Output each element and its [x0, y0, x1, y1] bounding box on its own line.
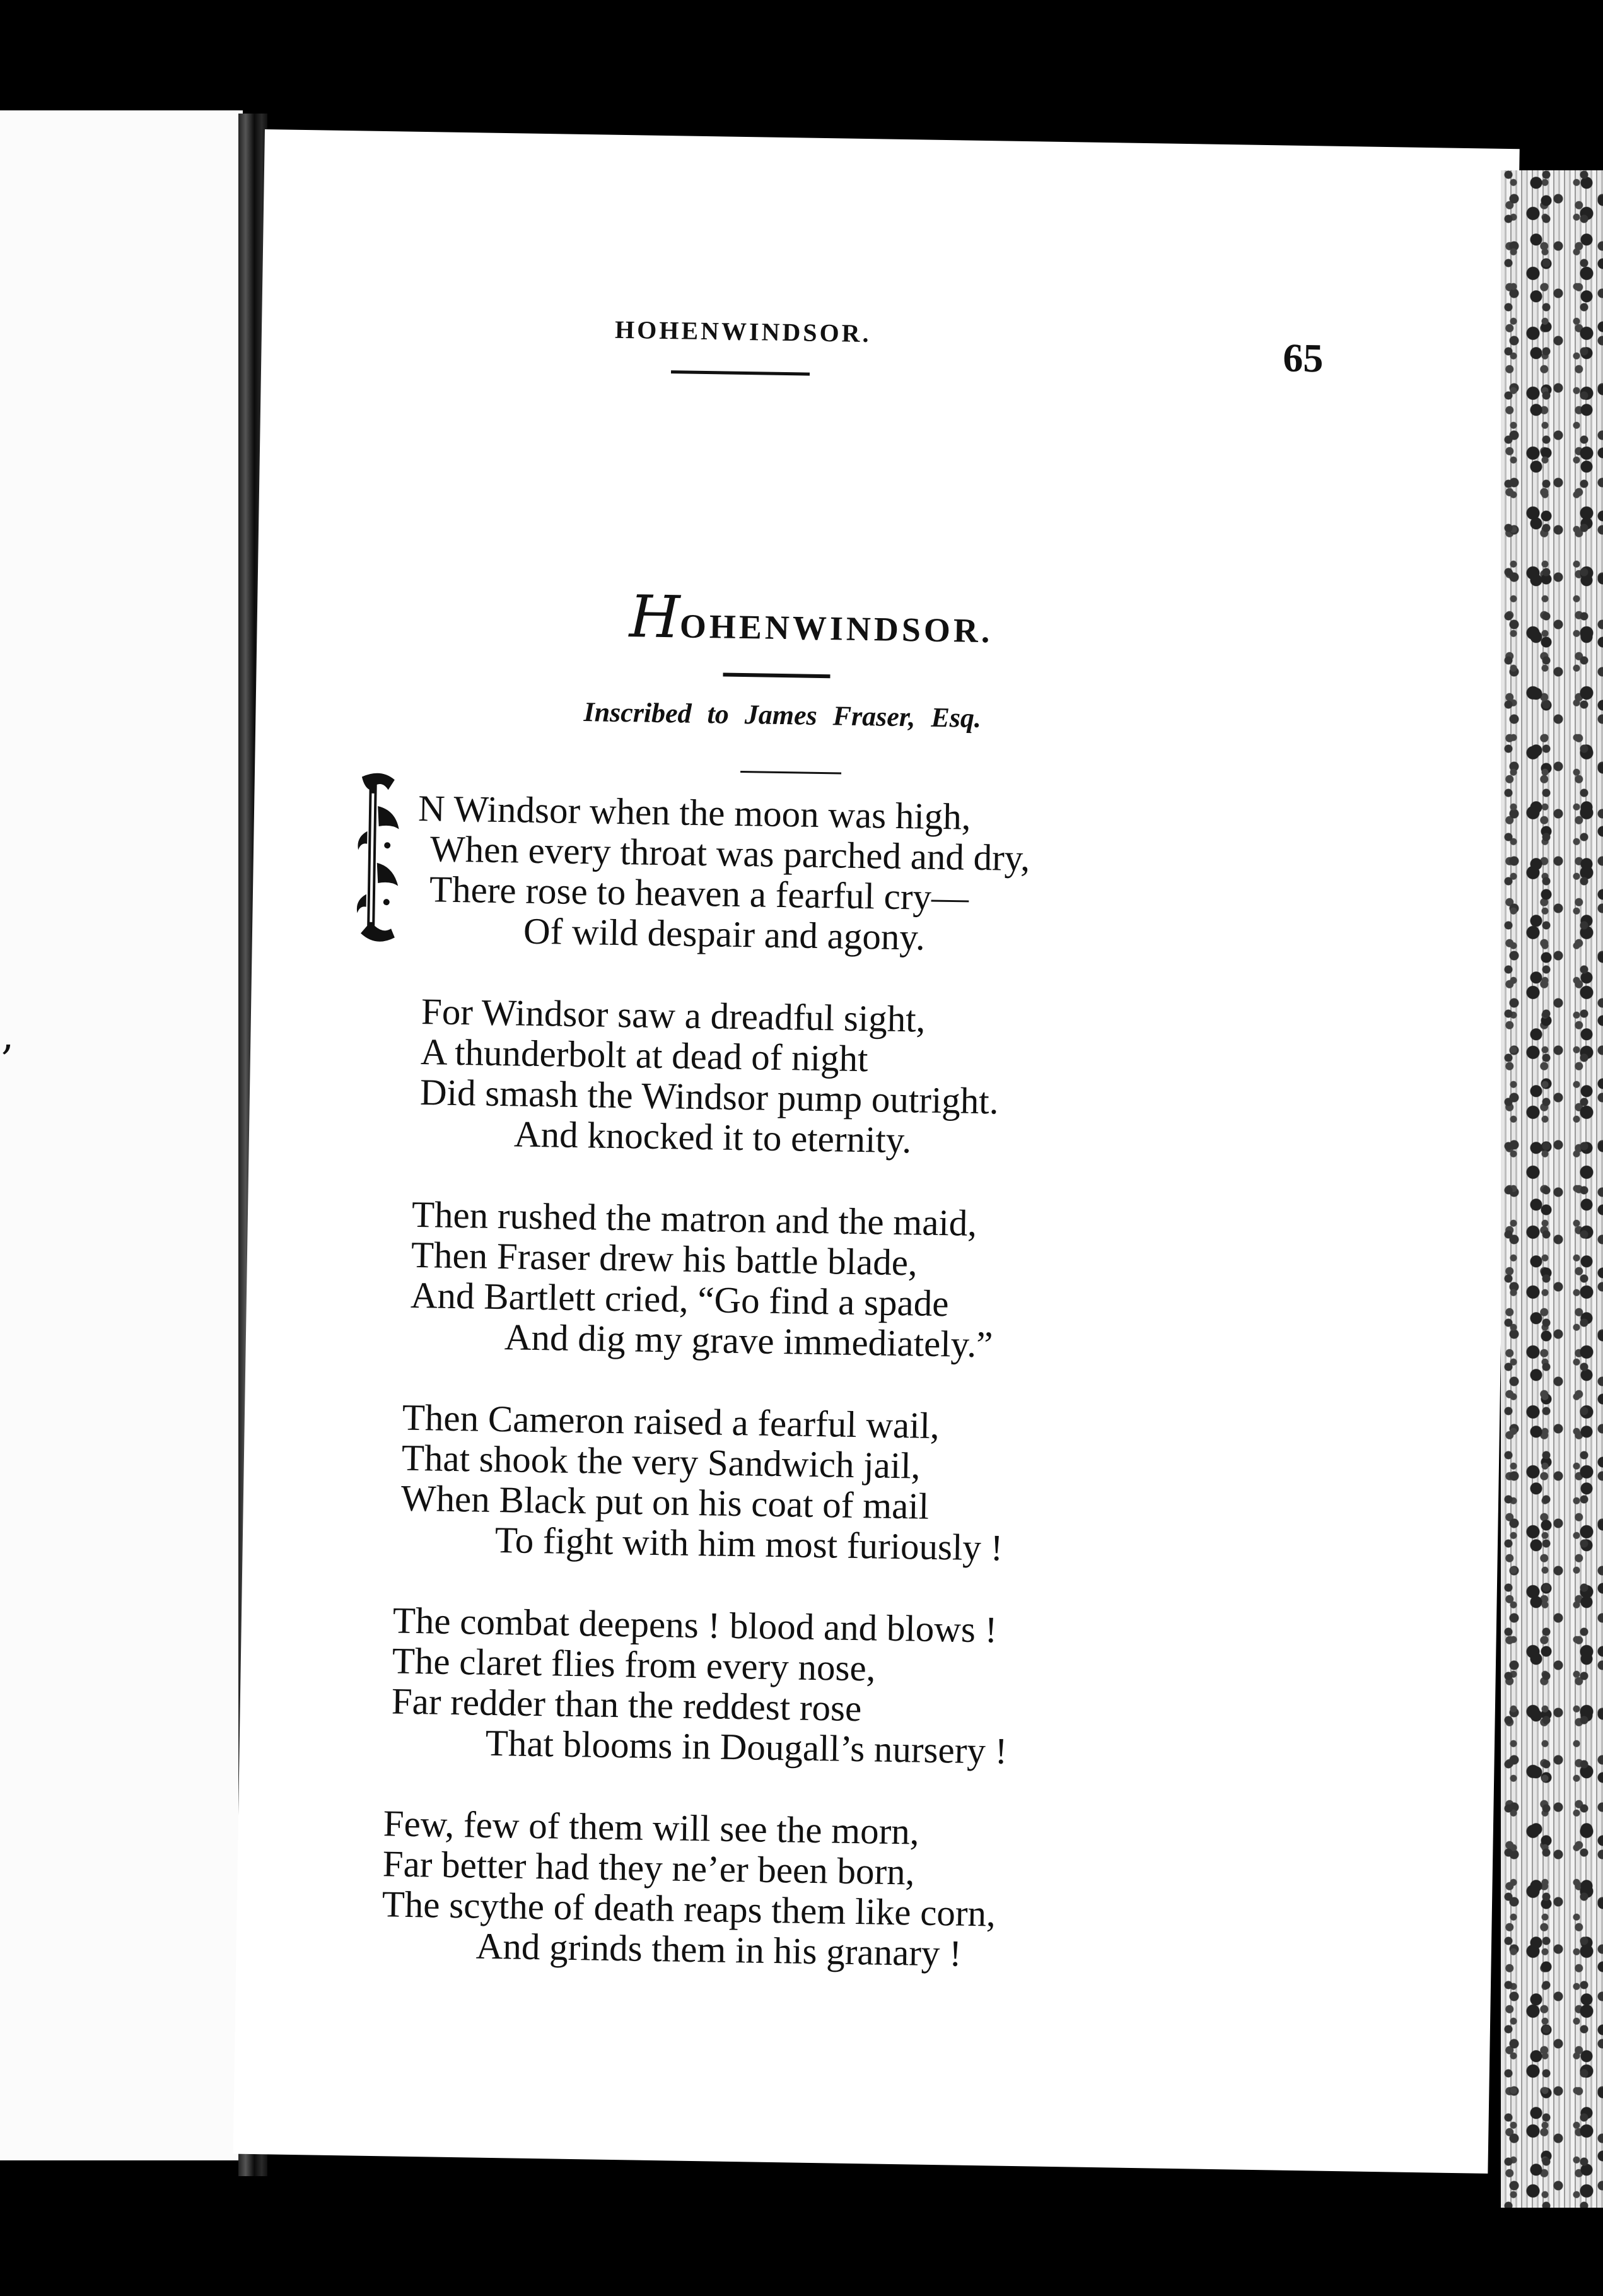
dedication-rule	[740, 771, 841, 775]
page-number: 65	[1282, 335, 1324, 381]
poem-line: Far redder than the reddest rose	[391, 1680, 862, 1730]
left-page-edge-mark: ,	[1, 1012, 15, 1059]
poem-line: When Black put on his coat of mail	[400, 1477, 930, 1527]
stanza-3	[409, 1194, 1200, 1368]
running-head-rule	[671, 370, 810, 375]
poem-line: And grinds them in his granary !	[475, 1924, 962, 1974]
poem-line: To fight with him most furiously !	[494, 1519, 1003, 1569]
stanza-4	[400, 1397, 1197, 1571]
poem-line: For Windsor saw a dreadful sight,	[421, 990, 926, 1040]
poem-line: That blooms in Dougall’s nursery !	[485, 1721, 1008, 1772]
poem-line: Then Fraser drew his battle blade,	[411, 1233, 918, 1284]
stanza-1	[416, 788, 1207, 962]
poem-line: And dig my grave immediately.”	[504, 1316, 993, 1366]
poem-line: The combat deepens ! blood and blows !	[392, 1599, 998, 1651]
poem-line: The scythe of death reaps them like corn,	[382, 1883, 996, 1935]
poem-line: Did smash the Windsor pump outright.	[419, 1071, 1000, 1122]
ornamental-drop-cap	[353, 768, 406, 945]
right-page	[233, 129, 1520, 2174]
poem-line: Then Cameron raised a fearful wail,	[402, 1396, 940, 1447]
title-initial: H	[629, 583, 680, 652]
poem-line: Then rushed the matron and the maid,	[411, 1193, 977, 1244]
poem-line: The claret flies from every nose,	[392, 1639, 876, 1689]
title-rest: OHENWINDSOR.	[679, 607, 993, 650]
poem-title	[629, 583, 993, 656]
dedication: Inscribed to James Fraser, Esq.	[583, 696, 982, 734]
poem-line: Far better had they ne’er been born,	[382, 1842, 915, 1893]
poem-line: And knocked it to eternity.	[513, 1113, 912, 1161]
stanza-6	[381, 1803, 1191, 1977]
poem-line: A thunderbolt at dead of night	[420, 1031, 868, 1080]
page-fore-edge	[1501, 170, 1603, 2208]
stanza-5	[390, 1600, 1194, 1774]
poem-line: When every throat was parched and dry,	[429, 828, 1030, 879]
poem-body	[382, 787, 1206, 2018]
poem-line: Of wild despair and agony.	[523, 910, 926, 958]
poem-line: And Bartlett cried, “Go find a spade	[410, 1274, 949, 1325]
left-facing-page	[0, 110, 243, 2160]
poem-line: That shook the very Sandwich jail,	[401, 1436, 921, 1487]
title-rule	[723, 673, 830, 679]
running-head: HOHENWINDSOR.	[614, 315, 871, 348]
poem-line: Few, few of them will see the morn,	[383, 1802, 920, 1853]
poem-line: N Windsor when the moon was high,	[417, 787, 972, 838]
stanza-2	[419, 991, 1204, 1164]
poem-line: There rose to heaven a fearful cry—	[429, 868, 969, 918]
